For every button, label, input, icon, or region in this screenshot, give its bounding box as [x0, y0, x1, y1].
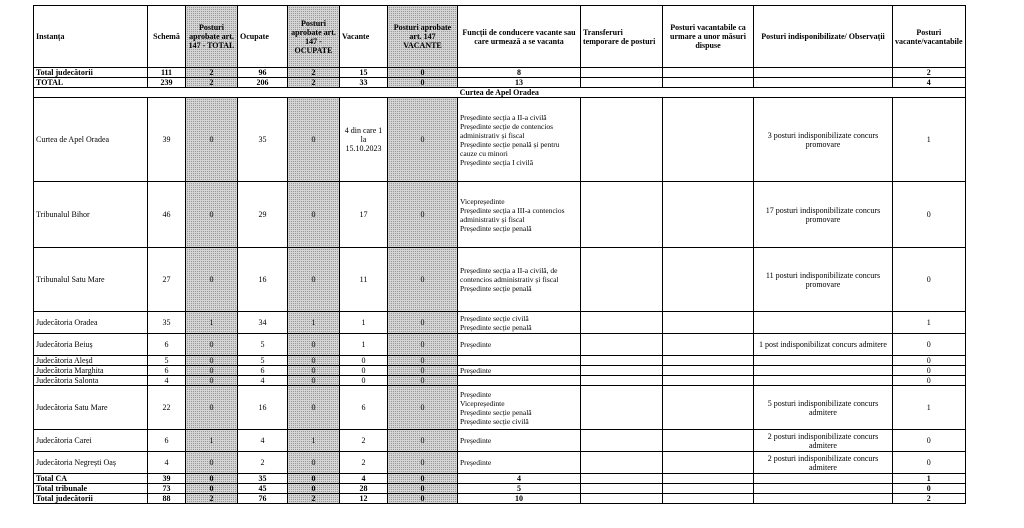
- cell-vacante-total: 0: [893, 452, 966, 474]
- cell-aprobate-total: 2: [186, 68, 238, 78]
- cell-transferuri: [581, 376, 663, 386]
- cell-ocupate: 35: [238, 98, 288, 182]
- cell-aprobate-total: 0: [186, 474, 238, 484]
- cell-vacante: 1: [340, 334, 388, 356]
- cell-schema: 6: [148, 366, 186, 376]
- cell-aprobate-total: 0: [186, 248, 238, 312]
- cell-functii-conducere: Președinte secție civilă Președinte secție penală: [458, 312, 581, 334]
- cell-aprobate-ocupate: 0: [288, 452, 340, 474]
- cell-vacante: 12: [340, 494, 388, 504]
- cell-aprobate-ocupate: 2: [288, 68, 340, 78]
- cell-vacante-total: 0: [893, 376, 966, 386]
- total-row: [34, 484, 966, 494]
- cell-functii-conducere: Președinte Vicepreședinte Președinte secție penală Președinte secție civilă: [458, 386, 581, 430]
- cell-aprobate-vacante: 0: [388, 474, 458, 484]
- table-row: [34, 452, 966, 474]
- cell-instanta: Judecătoria Salonta: [34, 376, 148, 386]
- cell-functii-conducere: Președinte: [458, 452, 581, 474]
- cell-schema: 22: [148, 386, 186, 430]
- cell-functii-conducere: Președinte: [458, 430, 581, 452]
- cell-ocupate: 29: [238, 182, 288, 248]
- cell-aprobate-vacante: 0: [388, 430, 458, 452]
- header-instanta: Instanța: [34, 6, 148, 68]
- cell-observatii: 1 post indisponibilizat concurs admitere: [754, 334, 893, 356]
- cell-observatii: [754, 78, 893, 88]
- cell-transferuri: [581, 356, 663, 366]
- section-title: Curtea de Apel Oradea: [34, 88, 966, 98]
- cell-aprobate-total: 0: [186, 484, 238, 494]
- cell-transferuri: [581, 430, 663, 452]
- cell-aprobate-ocupate: 2: [288, 494, 340, 504]
- cell-vacante: 4: [340, 474, 388, 484]
- cell-aprobate-total: 1: [186, 312, 238, 334]
- summary-row: [34, 78, 966, 88]
- cell-instanta: TOTAL: [34, 78, 148, 88]
- cell-vacantabile: [663, 474, 754, 484]
- cell-ocupate: 2: [238, 452, 288, 474]
- header-aprobate-ocupate: Posturi aprobate art. 147 - OCUPATE: [288, 6, 340, 68]
- cell-schema: 239: [148, 78, 186, 88]
- table-row: [34, 356, 966, 366]
- cell-vacantabile: [663, 430, 754, 452]
- cell-vacante: 4 din care 1 la 15.10.2023: [340, 98, 388, 182]
- cell-functii-conducere: 5: [458, 484, 581, 494]
- header-observatii: Posturi indisponibilizate/ Observații: [754, 6, 893, 68]
- cell-ocupate: 96: [238, 68, 288, 78]
- cell-vacante-total: 1: [893, 474, 966, 484]
- cell-vacantabile: [663, 98, 754, 182]
- cell-transferuri: [581, 494, 663, 504]
- cell-schema: 73: [148, 484, 186, 494]
- cell-vacante-total: 1: [893, 98, 966, 182]
- cell-vacante-total: 2: [893, 494, 966, 504]
- cell-functii-conducere: 8: [458, 68, 581, 78]
- header-functii-conducere: Funcții de conducere vacante sau care urmează a se vacanta: [458, 6, 581, 68]
- cell-observatii: [754, 484, 893, 494]
- total-row: [34, 494, 966, 504]
- cell-vacante-total: 0: [893, 430, 966, 452]
- cell-vacantabile: [663, 366, 754, 376]
- cell-aprobate-vacante: 0: [388, 494, 458, 504]
- cell-aprobate-ocupate: 0: [288, 356, 340, 366]
- cell-observatii: [754, 312, 893, 334]
- cell-aprobate-ocupate: 0: [288, 366, 340, 376]
- cell-vacantabile: [663, 376, 754, 386]
- cell-vacante-total: 2: [893, 68, 966, 78]
- table-row: [34, 182, 966, 248]
- cell-ocupate: 34: [238, 312, 288, 334]
- cell-functii-conducere: 10: [458, 494, 581, 504]
- cell-aprobate-total: 0: [186, 334, 238, 356]
- cell-schema: 39: [148, 98, 186, 182]
- cell-aprobate-vacante: 0: [388, 376, 458, 386]
- cell-aprobate-vacante: 0: [388, 78, 458, 88]
- cell-ocupate: 5: [238, 356, 288, 366]
- cell-transferuri: [581, 452, 663, 474]
- cell-schema: 4: [148, 452, 186, 474]
- table-row: [34, 98, 966, 182]
- header-row: [34, 6, 966, 68]
- header-vacantabile: Posturi vacantabile ca urmare a unor măsuri dispuse: [663, 6, 754, 68]
- cell-functii-conducere: 13: [458, 78, 581, 88]
- cell-vacante-total: 1: [893, 386, 966, 430]
- cell-aprobate-vacante: 0: [388, 452, 458, 474]
- cell-vacante: 33: [340, 78, 388, 88]
- cell-aprobate-ocupate: 1: [288, 430, 340, 452]
- cell-transferuri: [581, 78, 663, 88]
- cell-functii-conducere: [458, 376, 581, 386]
- cell-instanta: Judecătoria Oradea: [34, 312, 148, 334]
- summary-row: [34, 68, 966, 78]
- cell-vacantabile: [663, 182, 754, 248]
- cell-ocupate: 76: [238, 494, 288, 504]
- cell-aprobate-vacante: 0: [388, 182, 458, 248]
- cell-vacante-total: 0: [893, 248, 966, 312]
- cell-schema: 39: [148, 474, 186, 484]
- cell-vacantabile: [663, 452, 754, 474]
- cell-observatii: [754, 376, 893, 386]
- cell-transferuri: [581, 366, 663, 376]
- table-row: [34, 376, 966, 386]
- cell-observatii: [754, 356, 893, 366]
- cell-vacante: 2: [340, 430, 388, 452]
- cell-aprobate-total: 0: [186, 452, 238, 474]
- cell-aprobate-vacante: 0: [388, 98, 458, 182]
- cell-functii-conducere: Vicepreședinte Președinte secția a III-a contencios administrativ și fiscal Președinte secție penală: [458, 182, 581, 248]
- cell-aprobate-ocupate: 0: [288, 98, 340, 182]
- header-vacante: Vacante: [340, 6, 388, 68]
- cell-transferuri: [581, 248, 663, 312]
- cell-aprobate-vacante: 0: [388, 356, 458, 366]
- cell-aprobate-vacante: 0: [388, 386, 458, 430]
- cell-aprobate-vacante: 0: [388, 68, 458, 78]
- cell-vacante: 15: [340, 68, 388, 78]
- cell-vacante-total: 0: [893, 484, 966, 494]
- table-row: [34, 312, 966, 334]
- cell-instanta: Total CA: [34, 474, 148, 484]
- cell-aprobate-total: 1: [186, 430, 238, 452]
- cell-functii-conducere: [458, 356, 581, 366]
- header-vacante-total: Posturi vacante/vacantabile: [893, 6, 966, 68]
- header-ocupate: Ocupate: [238, 6, 288, 68]
- cell-observatii: [754, 494, 893, 504]
- staffing-table: [33, 5, 966, 504]
- cell-functii-conducere: Președinte secția a II-a civilă, de contencios administrativ și fiscal Președinte secție penală: [458, 248, 581, 312]
- table-row: [34, 366, 966, 376]
- cell-schema: 111: [148, 68, 186, 78]
- cell-instanta: Judecătoria Aleșd: [34, 356, 148, 366]
- cell-aprobate-vacante: 0: [388, 484, 458, 494]
- cell-vacantabile: [663, 356, 754, 366]
- cell-aprobate-ocupate: 0: [288, 248, 340, 312]
- cell-vacantabile: [663, 312, 754, 334]
- header-schema: Schemă: [148, 6, 186, 68]
- cell-transferuri: [581, 334, 663, 356]
- header-aprobate-vacante: Posturi aprobate art. 147 VACANTE: [388, 6, 458, 68]
- cell-aprobate-vacante: 0: [388, 366, 458, 376]
- table-row: [34, 248, 966, 312]
- cell-schema: 88: [148, 494, 186, 504]
- cell-vacantabile: [663, 68, 754, 78]
- cell-functii-conducere: Președinte: [458, 366, 581, 376]
- cell-aprobate-total: 0: [186, 376, 238, 386]
- cell-vacante: 0: [340, 366, 388, 376]
- cell-instanta: Tribunalul Bihor: [34, 182, 148, 248]
- cell-observatii: 2 posturi indisponibilizate concurs admitere: [754, 430, 893, 452]
- header-transferuri: Transferuri temporare de posturi: [581, 6, 663, 68]
- cell-aprobate-vacante: 0: [388, 312, 458, 334]
- cell-aprobate-total: 0: [186, 182, 238, 248]
- cell-aprobate-ocupate: 0: [288, 334, 340, 356]
- cell-transferuri: [581, 312, 663, 334]
- cell-ocupate: 206: [238, 78, 288, 88]
- cell-aprobate-total: 2: [186, 78, 238, 88]
- cell-aprobate-vacante: 0: [388, 248, 458, 312]
- cell-instanta: Total judecătorii: [34, 494, 148, 504]
- cell-instanta: Total judecătorii: [34, 68, 148, 78]
- cell-instanta: Tribunalul Satu Mare: [34, 248, 148, 312]
- cell-instanta: Judecătoria Carei: [34, 430, 148, 452]
- cell-vacante: 6: [340, 386, 388, 430]
- cell-observatii: 11 posturi indisponibilizate concurs promovare: [754, 248, 893, 312]
- cell-vacante-total: 0: [893, 334, 966, 356]
- cell-aprobate-ocupate: 0: [288, 474, 340, 484]
- cell-aprobate-total: 0: [186, 366, 238, 376]
- cell-instanta: Judecătoria Negrești Oaș: [34, 452, 148, 474]
- cell-vacante-total: 0: [893, 356, 966, 366]
- cell-instanta: Judecătoria Satu Mare: [34, 386, 148, 430]
- cell-ocupate: 16: [238, 386, 288, 430]
- table-row: [34, 334, 966, 356]
- cell-aprobate-ocupate: 0: [288, 484, 340, 494]
- cell-ocupate: 4: [238, 430, 288, 452]
- cell-aprobate-total: 0: [186, 98, 238, 182]
- cell-observatii: [754, 68, 893, 78]
- cell-transferuri: [581, 98, 663, 182]
- cell-observatii: 5 posturi indisponibilizate concurs admitere: [754, 386, 893, 430]
- cell-aprobate-ocupate: 0: [288, 182, 340, 248]
- cell-vacante-total: 1: [893, 312, 966, 334]
- cell-ocupate: 16: [238, 248, 288, 312]
- cell-schema: 46: [148, 182, 186, 248]
- cell-ocupate: 45: [238, 484, 288, 494]
- cell-observatii: 17 posturi indisponibilizate concurs promovare: [754, 182, 893, 248]
- cell-instanta: Total tribunale: [34, 484, 148, 494]
- cell-vacante: 17: [340, 182, 388, 248]
- cell-functii-conducere: 4: [458, 474, 581, 484]
- cell-observatii: 2 posturi indisponibilizate concurs admitere: [754, 452, 893, 474]
- cell-aprobate-ocupate: 1: [288, 312, 340, 334]
- cell-aprobate-total: 2: [186, 494, 238, 504]
- cell-transferuri: [581, 386, 663, 430]
- cell-schema: 35: [148, 312, 186, 334]
- cell-vacantabile: [663, 494, 754, 504]
- cell-aprobate-ocupate: 0: [288, 376, 340, 386]
- cell-vacante: 2: [340, 452, 388, 474]
- cell-vacante: 28: [340, 484, 388, 494]
- cell-observatii: [754, 366, 893, 376]
- cell-transferuri: [581, 484, 663, 494]
- cell-functii-conducere: Președinte secția a II-a civilă Președinte secție de contencios administrativ și fiscal Președinte secție penală și pentru cauze cu minori Președinte secția I civilă: [458, 98, 581, 182]
- cell-functii-conducere: Președinte: [458, 334, 581, 356]
- cell-schema: 6: [148, 334, 186, 356]
- cell-vacante: 1: [340, 312, 388, 334]
- cell-transferuri: [581, 474, 663, 484]
- cell-observatii: [754, 474, 893, 484]
- cell-ocupate: 35: [238, 474, 288, 484]
- cell-vacante-total: 0: [893, 366, 966, 376]
- cell-vacante: 0: [340, 376, 388, 386]
- cell-instanta: Curtea de Apel Oradea: [34, 98, 148, 182]
- cell-vacantabile: [663, 484, 754, 494]
- table-row: [34, 430, 966, 452]
- cell-ocupate: 6: [238, 366, 288, 376]
- cell-instanta: Judecătoria Marghita: [34, 366, 148, 376]
- cell-instanta: Judecătoria Beiuș: [34, 334, 148, 356]
- cell-aprobate-total: 0: [186, 356, 238, 366]
- table-row: [34, 386, 966, 430]
- section-row: [34, 88, 966, 98]
- total-row: [34, 474, 966, 484]
- cell-ocupate: 4: [238, 376, 288, 386]
- cell-ocupate: 5: [238, 334, 288, 356]
- cell-transferuri: [581, 68, 663, 78]
- header-aprobate-total: Posturi aprobate art. 147 - TOTAL: [186, 6, 238, 68]
- cell-vacantabile: [663, 334, 754, 356]
- cell-aprobate-ocupate: 2: [288, 78, 340, 88]
- cell-vacante: 11: [340, 248, 388, 312]
- cell-vacante-total: 4: [893, 78, 966, 88]
- cell-schema: 6: [148, 430, 186, 452]
- cell-aprobate-total: 0: [186, 386, 238, 430]
- cell-aprobate-ocupate: 0: [288, 386, 340, 430]
- cell-schema: 4: [148, 376, 186, 386]
- cell-schema: 27: [148, 248, 186, 312]
- cell-vacantabile: [663, 78, 754, 88]
- cell-vacantabile: [663, 248, 754, 312]
- cell-aprobate-vacante: 0: [388, 334, 458, 356]
- cell-vacantabile: [663, 386, 754, 430]
- cell-transferuri: [581, 182, 663, 248]
- cell-schema: 5: [148, 356, 186, 366]
- cell-observatii: 3 posturi indisponibilizate concurs promovare: [754, 98, 893, 182]
- cell-vacante: 0: [340, 356, 388, 366]
- cell-vacante-total: 0: [893, 182, 966, 248]
